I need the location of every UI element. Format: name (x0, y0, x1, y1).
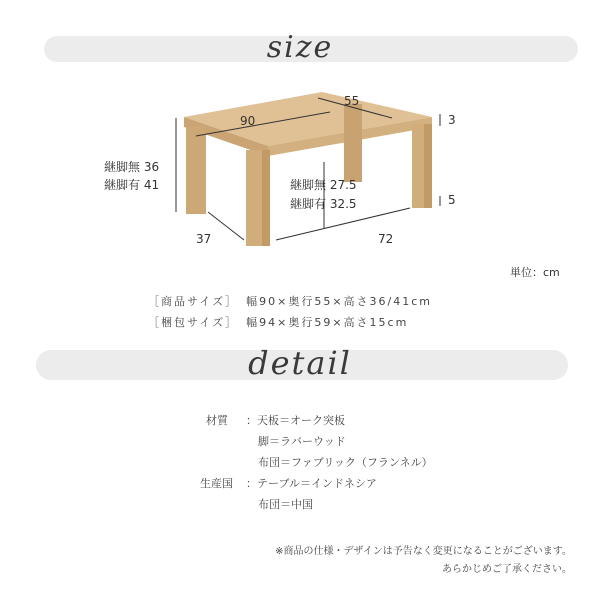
dim-leg-no-ext: 継脚無 27.5 (290, 178, 357, 192)
dim-height-ext: 継脚有 41 (104, 178, 160, 192)
leg-back-left (344, 104, 362, 182)
material-label: 材質 (206, 414, 228, 427)
material-line-3: 布団＝ファブリック（フランネル） (258, 456, 433, 469)
detail-heading: detail (248, 344, 352, 382)
dim-leg-ext-part: 5 (448, 193, 456, 207)
note-line-2: あらかじめご了承ください。 (442, 564, 572, 575)
dim-inner-depth: 37 (196, 232, 212, 246)
dim-leg-ext: 継脚有 32.5 (290, 197, 357, 211)
leg-front-left (186, 126, 206, 214)
dim-inner-width: 72 (378, 232, 394, 246)
dim-width: 90 (240, 114, 256, 128)
package-size-value: 幅94×奥行59×高さ15cm (246, 316, 409, 329)
origin-label: 生産国 (200, 477, 233, 490)
product-size-label: ［商品サイズ］ (148, 295, 239, 308)
package-size-label: ［梱包サイズ］ (148, 316, 239, 329)
dim-top-thickness: 3 (448, 113, 456, 127)
package-size-row (148, 314, 408, 330)
unit-label: 単位：cm (510, 266, 560, 279)
dim-depth: 55 (344, 94, 360, 108)
material-line-1: ：天板＝オーク突板 (246, 414, 345, 427)
note-line-1: ※商品の仕様・デザインは予告なく変更になることがございます。 (275, 546, 572, 557)
size-heading: size (266, 30, 334, 65)
product-size-value: 幅90×奥行55×高さ36/41cm (246, 295, 433, 308)
table-diagram (0, 0, 600, 260)
origin-line-2: 布団＝中国 (258, 498, 313, 511)
dim-height-no-ext: 継脚無 36 (104, 160, 160, 174)
origin-line-1: ：テーブル＝インドネシア (246, 477, 377, 490)
product-size-row (148, 293, 432, 309)
material-line-2: 脚＝ラバーウッド (258, 435, 346, 448)
